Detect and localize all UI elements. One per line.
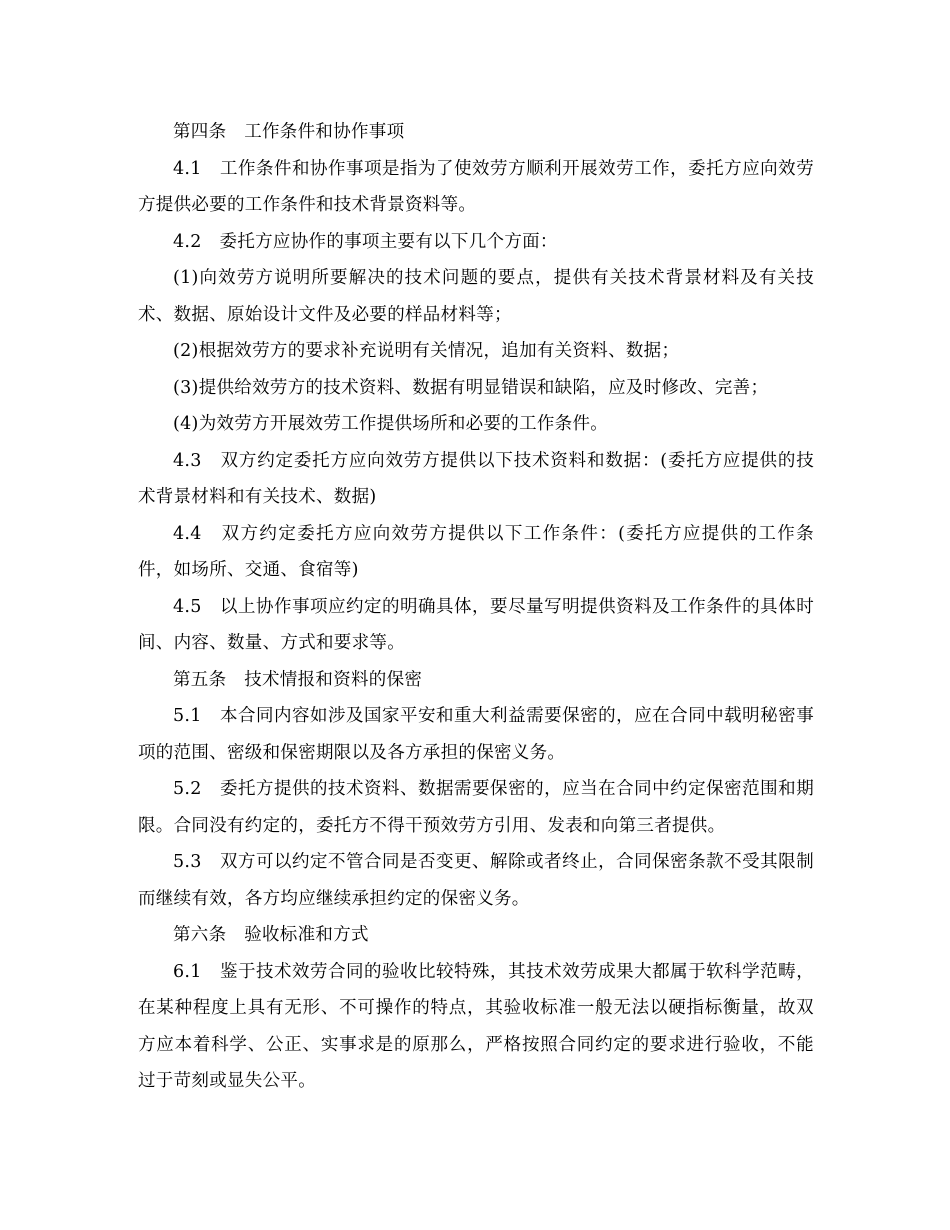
clause-5-3: 5.3 双方可以约定不管合同是否变更、解除或者终止，合同保密条款不受其限制而继续有效，各方均应继续承担约定的保密义务。: [138, 852, 814, 909]
clause-4-2-item-2: (2)根据效劳方的要求补充说明有关情况，追加有关资料、数据；: [173, 341, 680, 361]
clause-4-2: 4.2 委托方应协作的事项主要有以下几个方面：: [173, 231, 558, 252]
document-body: [138, 114, 814, 1100]
clause-5-2: 5.2 委托方提供的技术资料、数据需要保密的，应当在合同中约定保密范围和期限。合同没有约定的，委托方不得干预效劳方引用、发表和向第三者提供。: [138, 779, 814, 836]
clause-4-3: 4.3 双方约定委托方应向效劳方提供以下技术资料和数据：(委托方应提供的技术背景材料和有关技术、数据): [138, 450, 814, 507]
clause-4-5: 4.5 以上协作事项应约定的明确具体，要尽量写明提供资料及工作条件的具体时间、内容、数量、方式和要求等。: [138, 596, 814, 653]
article-5-heading: 第五条 技术情报和资料的保密: [173, 669, 423, 690]
clause-4-2-item-4: (4)为效劳方开展效劳工作提供场所和必要的工作条件。: [173, 414, 609, 434]
article-6-heading: 第六条 验收标准和方式: [173, 925, 369, 945]
clause-4-1: 4.1 工作条件和协作事项是指为了使效劳方顺利开展效劳工作，委托方应向效劳方提供必要的工作条件和技术背景资料等。: [138, 158, 814, 215]
clause-4-4: 4.4 双方约定委托方应向效劳方提供以下工作条件：(委托方应提供的工作条件，如场所、交通、食宿等): [138, 523, 814, 580]
clause-4-2-item-3: (3)提供给效劳方的技术资料、数据有明显错误和缺陷，应及时修改、完善；: [173, 377, 769, 398]
clause-4-2-item-1: (1)向效劳方说明所要解决的技术问题的要点，提供有关技术背景材料及有关技术、数据、原始设计文件及必要的样品材料等；: [138, 268, 814, 325]
clause-5-1: 5.1 本合同内容如涉及国家平安和重大利益需要保密的，应在合同中载明秘密事项的范围、密级和保密期限以及各方承担的保密义务。: [138, 706, 814, 763]
article-4-heading: 第四条 工作条件和协作事项: [173, 122, 405, 142]
clause-6-1: 6.1 鉴于技术效劳合同的验收比较特殊，其技术效劳成果大都属于软科学范畴，在某种程度上具有无形、不可操作的特点，其验收标准一般无法以硬指标衡量，故双方应本着科学、公正、实事求是的原那么，严格按照合同约定的要求进行验收，不能过于苛刻或显失公平。: [138, 961, 814, 1091]
